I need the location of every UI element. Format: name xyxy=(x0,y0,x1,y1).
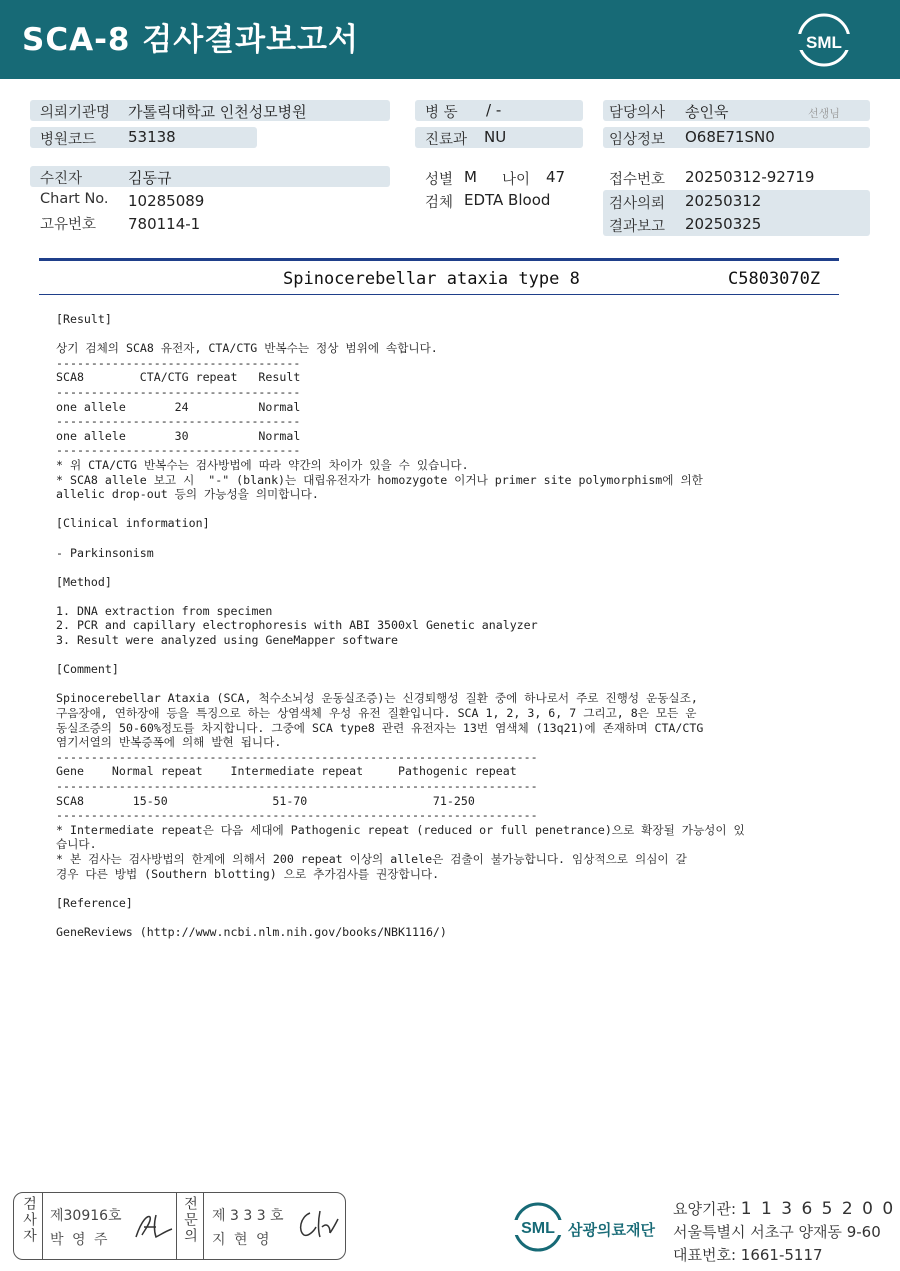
clinical-value: O68E71SN0 xyxy=(685,128,775,146)
age-label: 나이 xyxy=(502,172,531,188)
ward-value: / - xyxy=(486,101,502,119)
institution-value: 가톨릭대학교 인천성모병원 xyxy=(128,103,307,121)
doctor-label: 담당의사 xyxy=(609,105,666,121)
footer-address: 서울특별시 서초구 양재동 9-60 xyxy=(673,1223,881,1241)
examiner-license: 제30916호 xyxy=(50,1208,122,1224)
patient-label: 수진자 xyxy=(40,171,83,187)
phone-label: 대표번호: xyxy=(673,1246,737,1264)
report-header xyxy=(0,0,900,79)
ward-label: 병 동 xyxy=(425,105,458,121)
receipt-value: 20250312-92719 xyxy=(685,168,815,186)
footer-logo-text: SML xyxy=(521,1220,555,1237)
sex-value: M xyxy=(464,168,477,186)
clinical-label: 임상정보 xyxy=(609,132,666,148)
specimen-label: 검체 xyxy=(425,195,454,211)
patient-value: 김동규 xyxy=(128,169,172,187)
footer-sml-logo-icon xyxy=(512,1200,564,1254)
examiner-label: 검사자 xyxy=(21,1196,37,1244)
unique-no-label: 고유번호 xyxy=(40,217,97,233)
phone-number: 1661-5117 xyxy=(740,1246,823,1264)
request-value: 20250312 xyxy=(685,192,762,210)
report-date-label: 결과보고 xyxy=(609,219,666,235)
hospital-code-value: 53138 xyxy=(128,128,176,146)
examiner-signature-icon xyxy=(132,1209,176,1245)
provider-label: 요양기관: xyxy=(673,1200,737,1218)
specialist-label: 전문의 xyxy=(182,1196,198,1244)
test-code: C5803070Z xyxy=(728,269,821,289)
request-label: 검사의뢰 xyxy=(609,196,666,212)
footer-org-name: 삼광의료재단 xyxy=(568,1221,655,1239)
institution-label: 의뢰기관명 xyxy=(40,105,111,121)
chart-no-label: Chart No. xyxy=(40,191,109,207)
specialist-name: 지 현 영 xyxy=(212,1232,272,1248)
footer-phone xyxy=(673,1244,823,1265)
specialist-license: 제 3 3 3 호 xyxy=(212,1208,284,1224)
report-body: [Result] 상기 검체의 SCA8 유전자, CTA/CTG 반복수는 정상 범위에 속합니다. ----------------------------------- SCA8 CTA/CTG repeat Result ----------------------------------- one allele 24 Normal ----------------------------------- one allele 30 Normal ----------------------------------- * 위 CTA/CTG 반복수는 검사방법에 따라 약간의 차이가 있을 수 있습니다. * SCA8 allele 보고 시 "-" (blank)는 대립유전자가 homozygote 이거나 primer site polymorphism에 의한 allelic drop-out 등의 가능성을 의미합니다. [Clinical information] - Parkinsonism [Method] 1. DNA extraction from specimen 2. PCR and capillary electrophoresis with ABI 3500xl Genetic analyzer 3. Result were analyzed using GeneMapper software [Comment] Spinocerebellar Ataxia (SCA, 척수소뇌성 운동실조증)는 신경퇴행성 질환 중에 하나로서 주로 진행성 운동실조, 구음장애, 연하장애 등을 특징으로 하는 상염색체 우성 유전 질환입니다. SCA 1, 2, 3, 6, 7 그리고, 8은 모든 운 동실조증의 50-60%정도를 차지합니다. 그중에 SCA type8 관련 유전자는 13번 염색체 (13q21)에 존재하며 CTA/CTG 염기서열의 반복증폭에 의해 발현 됩니다. --------------------------------------------------------------------- Gene Normal repeat Intermediate repeat Pathogenic repeat --------------------------------------------------------------------- SCA8 15-50 51-70 71-250 --------------------------------------------------------------------- * Intermediate repeat은 다음 세대에 Pathogenic repeat (reduced or full penetrance)으로 확장될 가능성이 있 습니다. * 본 검사는 검사방법의 한계에 의해서 200 repeat 이상의 allele은 검출이 불가능합니다. 임상적으로 의심이 갈 경우 다른 방법 (Southern blotting) 으로 추가검사를 권장합니다. [Reference] GeneReviews (http://www.ncbi.nlm.nih.gov/books/NBK1116/) xyxy=(56,312,745,939)
specialist-divider-left xyxy=(176,1193,177,1259)
examiner-divider xyxy=(42,1193,43,1259)
hospital-code-label: 병원코드 xyxy=(40,132,97,148)
provider-number: 1 1 3 6 5 2 0 0 xyxy=(740,1199,896,1219)
sex-label: 성별 xyxy=(425,172,454,188)
unique-no-value: 780114-1 xyxy=(128,215,201,233)
receipt-label: 접수번호 xyxy=(609,172,666,188)
specialist-divider xyxy=(203,1193,204,1259)
test-name: Spinocerebellar ataxia type 8 xyxy=(283,269,580,289)
age-value: 47 xyxy=(546,168,566,186)
specialist-signature-icon xyxy=(294,1207,340,1243)
specimen-value: EDTA Blood xyxy=(464,191,551,209)
dept-value: NU xyxy=(484,128,507,146)
examiner-name: 박 영 주 xyxy=(50,1232,110,1248)
doctor-suffix: 선생님 xyxy=(808,107,840,120)
footer-provider xyxy=(673,1198,895,1219)
sml-logo-icon xyxy=(796,12,852,68)
report-date-value: 20250325 xyxy=(685,215,762,233)
chart-no-value: 10285089 xyxy=(128,192,205,210)
dept-label: 진료과 xyxy=(425,132,468,148)
report-title: SCA-8 검사결과보고서 xyxy=(22,22,359,58)
sml-logo-text: SML xyxy=(806,33,842,52)
title-rule-bottom xyxy=(39,294,839,295)
doctor-value: 송인욱 xyxy=(685,103,729,121)
patient-bar xyxy=(30,166,390,187)
title-rule-top xyxy=(39,258,839,261)
signature-box xyxy=(13,1192,346,1260)
